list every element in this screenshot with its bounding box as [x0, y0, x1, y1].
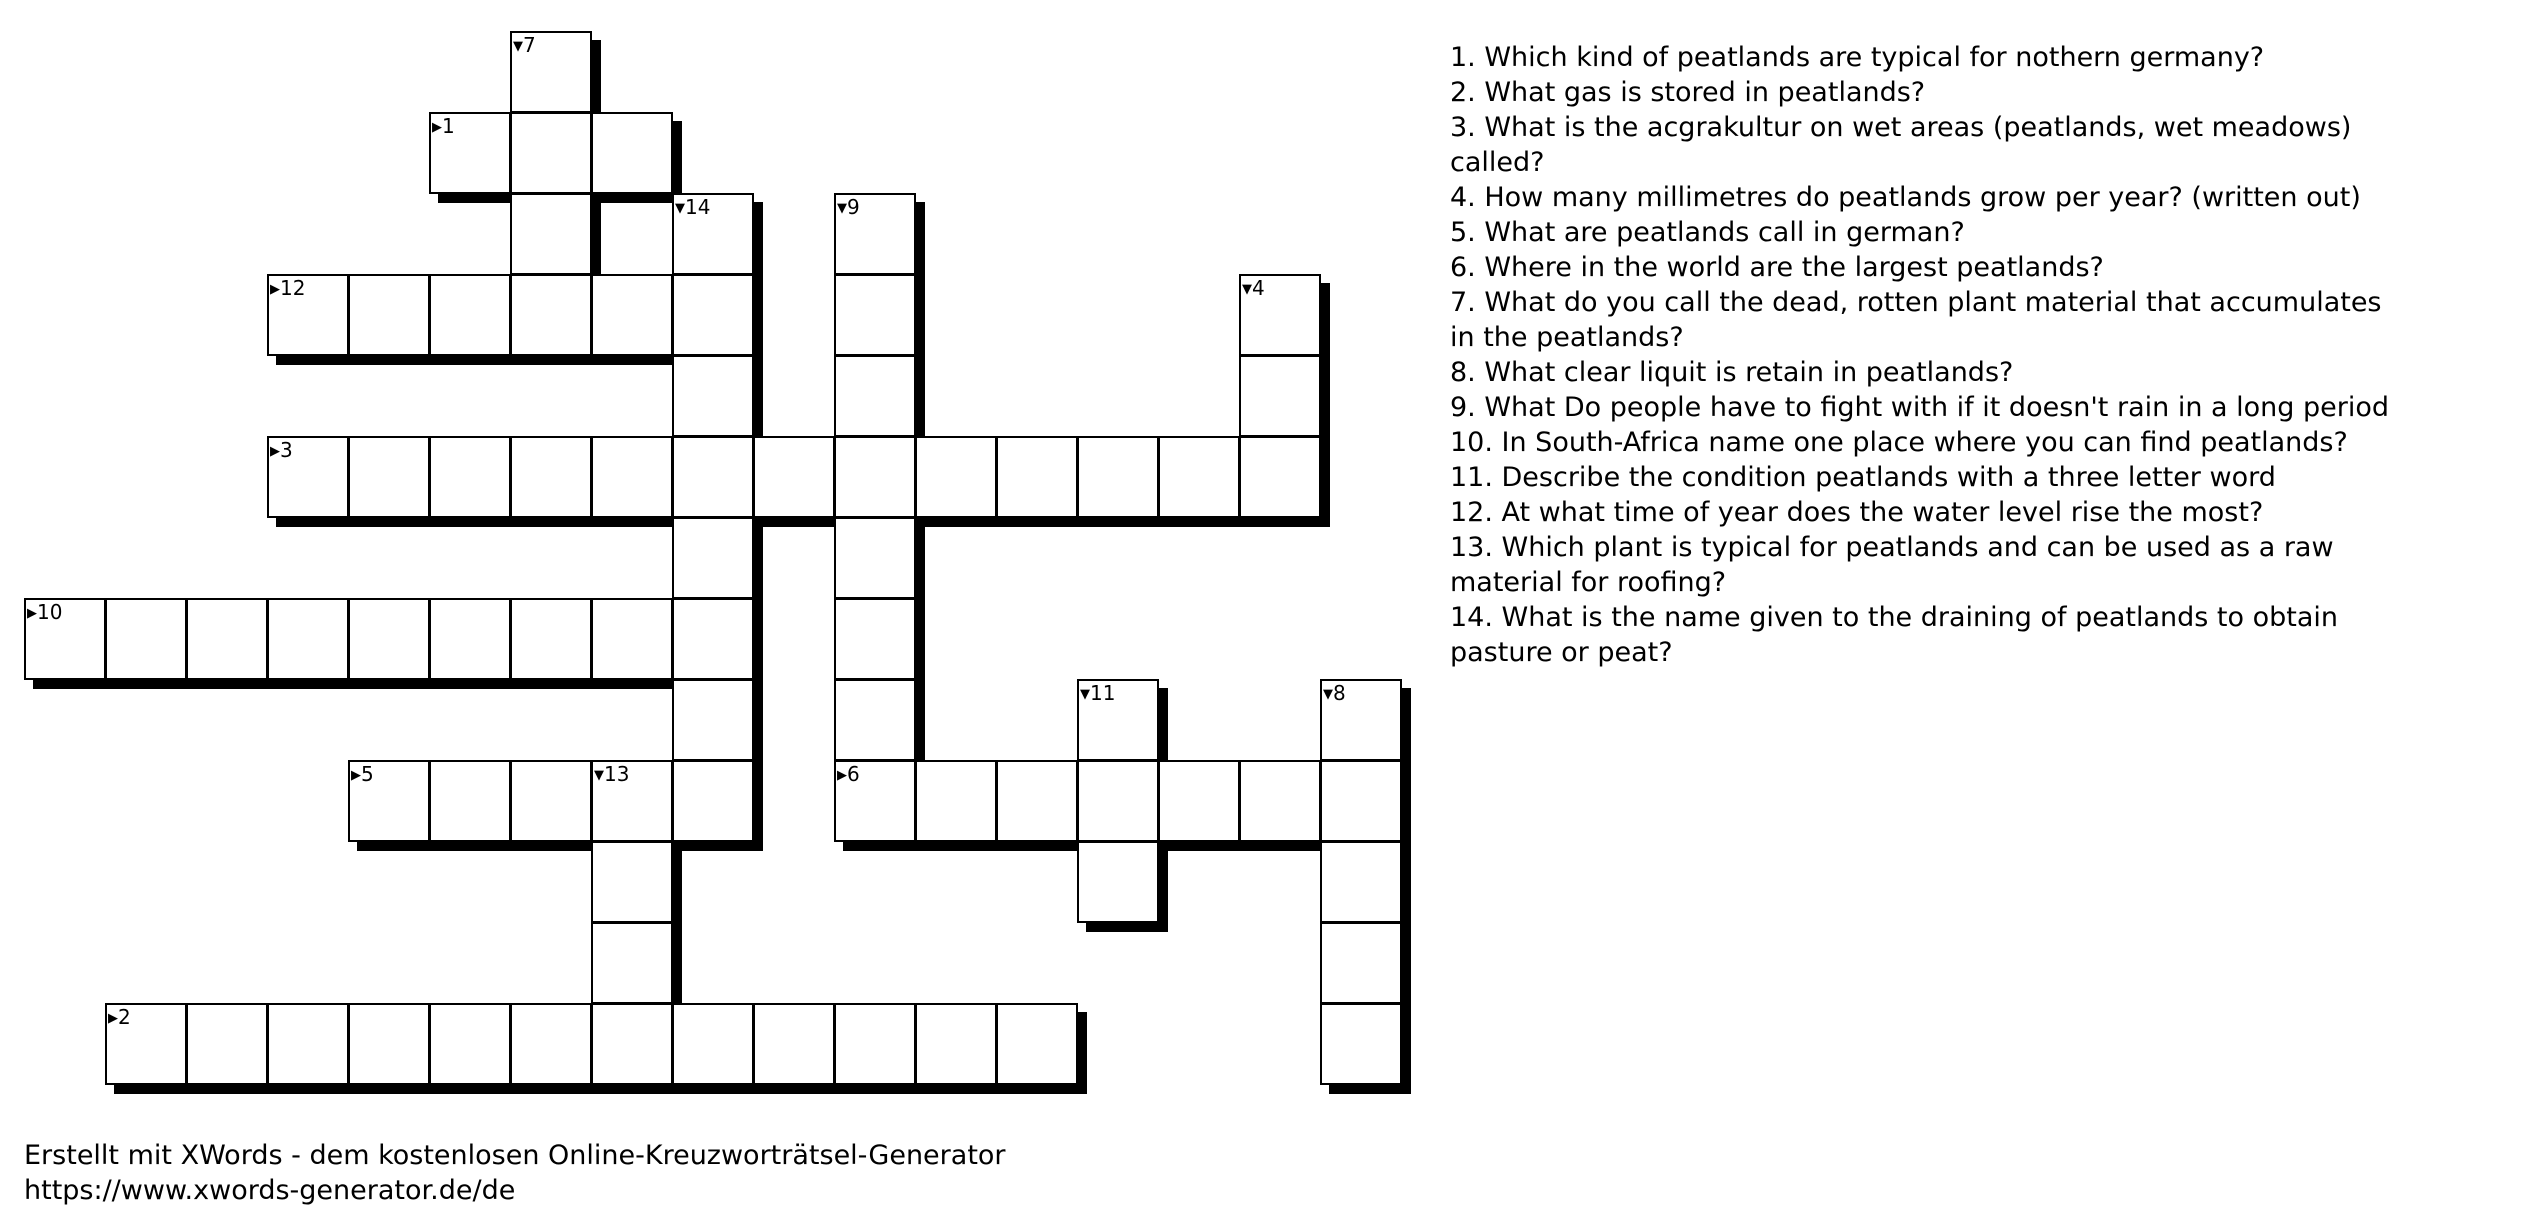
grid-cell[interactable]	[429, 274, 511, 356]
grid-cell[interactable]	[348, 274, 430, 356]
grid-cell[interactable]	[1239, 355, 1321, 437]
arrow-down-icon: ▼	[1080, 687, 1090, 702]
arrow-down-icon: ▼	[675, 201, 685, 216]
clue-item: 11. Describe the condition peatlands with a three letter word	[1450, 462, 2276, 493]
grid-cell[interactable]	[105, 1003, 187, 1085]
grid-cell[interactable]	[267, 274, 349, 356]
arrow-right-icon: ▶	[432, 120, 442, 135]
clue-number-3	[270, 440, 293, 462]
grid-cell[interactable]	[429, 760, 511, 842]
clue-item: 10. In South-Africa name one place where you can find peatlands?	[1450, 427, 2348, 458]
clue-number-8	[1323, 683, 1346, 705]
clue-list	[1450, 40, 2410, 670]
grid-cell[interactable]	[1320, 841, 1402, 923]
clue-item: 4. How many millimetres do peatlands grow per year? (written out)	[1450, 182, 2361, 213]
arrow-right-icon: ▶	[351, 768, 361, 783]
grid-cell[interactable]	[996, 1003, 1078, 1085]
clue-item: 1. Which kind of peatlands are typical for nothern germany?	[1450, 42, 2265, 73]
clue-number-label: 5	[361, 762, 374, 786]
grid-cell[interactable]	[510, 1003, 592, 1085]
grid-cell[interactable]	[429, 436, 511, 518]
grid-cell[interactable]	[105, 598, 187, 680]
grid-cell[interactable]	[429, 112, 511, 194]
grid-cell[interactable]	[672, 193, 754, 275]
clue-item: 6. Where in the world are the largest peatlands?	[1450, 252, 2104, 283]
arrow-down-icon: ▼	[1242, 282, 1252, 297]
grid-cell[interactable]	[672, 517, 754, 599]
grid-cell[interactable]	[834, 355, 916, 437]
grid-cell[interactable]	[1239, 436, 1321, 518]
clue-number-label: 6	[847, 762, 860, 786]
clue-number-2	[108, 1007, 131, 1029]
grid-cell[interactable]	[672, 355, 754, 437]
grid-cell[interactable]	[267, 436, 349, 518]
grid-cell[interactable]	[915, 1003, 997, 1085]
clue-number-label: 8	[1333, 681, 1346, 705]
grid-cell[interactable]	[834, 274, 916, 356]
clue-number-5	[351, 764, 374, 786]
grid-cell[interactable]	[1239, 760, 1321, 842]
clue-number-7	[513, 35, 536, 57]
grid-cell[interactable]	[1320, 1003, 1402, 1085]
clue-number-label: 12	[280, 276, 306, 300]
clue-number-13	[594, 764, 629, 786]
grid-cell[interactable]	[672, 274, 754, 356]
grid-cell[interactable]	[672, 436, 754, 518]
grid-cell[interactable]	[1077, 679, 1159, 761]
grid-cell[interactable]	[915, 760, 997, 842]
clue-number-label: 4	[1252, 276, 1265, 300]
grid-cell[interactable]	[996, 760, 1078, 842]
grid-cell[interactable]	[672, 760, 754, 842]
grid-cell[interactable]	[1320, 679, 1402, 761]
grid-cell[interactable]	[348, 1003, 430, 1085]
grid-cell[interactable]	[591, 112, 673, 194]
arrow-down-icon: ▼	[837, 201, 847, 216]
grid-cell[interactable]	[510, 31, 592, 113]
clue-item: 2. What gas is stored in peatlands?	[1450, 77, 1926, 108]
clue-number-label: 1	[442, 114, 455, 138]
arrow-down-icon: ▼	[1323, 687, 1333, 702]
grid-cell[interactable]	[510, 598, 592, 680]
grid-cell[interactable]	[1077, 841, 1159, 923]
clue-item: 9. What Do people have to fight with if it doesn't rain in a long period	[1450, 392, 2390, 423]
grid-cell[interactable]	[267, 1003, 349, 1085]
clue-item: 7. What do you call the dead, rotten plant material that accumulates in the peatlands?	[1450, 287, 2382, 353]
clue-number-label: 2	[118, 1005, 131, 1029]
grid-cell[interactable]	[672, 598, 754, 680]
grid-cell[interactable]	[267, 598, 349, 680]
grid-cell[interactable]	[1077, 760, 1159, 842]
grid-cell[interactable]	[186, 598, 268, 680]
grid-cell[interactable]	[591, 436, 673, 518]
footer-credit: Erstellt mit XWords - dem kostenlosen Online-Kreuzworträtsel-Generator	[24, 1140, 1006, 1171]
clue-item: 3. What is the acgrakultur on wet areas (peatlands, wet meadows) called?	[1450, 112, 2352, 178]
clue-item: 13. Which plant is typical for peatlands and can be used as a raw material for roofing?	[1450, 532, 2334, 598]
arrow-right-icon: ▶	[108, 1011, 118, 1026]
grid-cell[interactable]	[591, 598, 673, 680]
grid-cell[interactable]	[834, 1003, 916, 1085]
grid-cell[interactable]	[348, 760, 430, 842]
grid-cell[interactable]	[510, 193, 592, 275]
arrow-right-icon: ▶	[27, 606, 37, 621]
grid-cell[interactable]	[591, 1003, 673, 1085]
clue-number-6	[837, 764, 860, 786]
clue-number-4	[1242, 278, 1265, 300]
clue-number-label: 13	[604, 762, 630, 786]
grid-cell[interactable]	[834, 193, 916, 275]
grid-cell[interactable]	[186, 1003, 268, 1085]
clue-item: 12. At what time of year does the water level rise the most?	[1450, 497, 2264, 528]
clue-item: 8. What clear liquit is retain in peatlands?	[1450, 357, 2014, 388]
clue-number-1	[432, 116, 455, 138]
clue-number-label: 9	[847, 195, 860, 219]
clue-number-label: 10	[37, 600, 63, 624]
grid-cell[interactable]	[834, 760, 916, 842]
grid-cell[interactable]	[429, 1003, 511, 1085]
grid-cell[interactable]	[348, 436, 430, 518]
clue-number-12	[270, 278, 305, 300]
grid-cell[interactable]	[1320, 922, 1402, 1004]
grid-cell[interactable]	[915, 436, 997, 518]
grid-cell[interactable]	[753, 1003, 835, 1085]
footer-link[interactable]: https://www.xwords-generator.de/de	[24, 1175, 516, 1206]
grid-cell[interactable]	[672, 1003, 754, 1085]
clue-number-9	[837, 197, 860, 219]
grid-cell[interactable]	[1158, 436, 1240, 518]
arrow-right-icon: ▶	[270, 282, 280, 297]
clue-number-11	[1080, 683, 1115, 705]
grid-cell[interactable]	[834, 679, 916, 761]
grid-cell[interactable]	[834, 517, 916, 599]
grid-cell[interactable]	[1320, 760, 1402, 842]
grid-cell[interactable]	[348, 598, 430, 680]
arrow-right-icon: ▶	[270, 444, 280, 459]
grid-cell[interactable]	[24, 598, 106, 680]
grid-cell[interactable]	[834, 598, 916, 680]
arrow-down-icon: ▼	[513, 39, 523, 54]
grid-cell[interactable]	[429, 598, 511, 680]
clue-number-14	[675, 197, 710, 219]
clue-number-label: 7	[523, 33, 536, 57]
grid-cell[interactable]	[1158, 760, 1240, 842]
grid-cell[interactable]	[996, 436, 1078, 518]
grid-cell[interactable]	[672, 679, 754, 761]
footer	[24, 1138, 1006, 1208]
grid-cell[interactable]	[591, 841, 673, 923]
grid-cell[interactable]	[1077, 436, 1159, 518]
grid-cell[interactable]	[591, 922, 673, 1004]
clue-number-10	[27, 602, 62, 624]
grid-cell[interactable]	[591, 274, 673, 356]
grid-cell[interactable]	[510, 760, 592, 842]
clue-item: 14. What is the name given to the draining of peatlands to obtain pasture or peat?	[1450, 602, 2339, 668]
grid-cell[interactable]	[1239, 274, 1321, 356]
clue-number-label: 11	[1090, 681, 1116, 705]
grid-cell[interactable]	[510, 274, 592, 356]
grid-cell[interactable]	[834, 436, 916, 518]
arrow-down-icon: ▼	[594, 768, 604, 783]
clue-number-label: 14	[685, 195, 711, 219]
grid-cell[interactable]	[510, 112, 592, 194]
arrow-right-icon: ▶	[837, 768, 847, 783]
grid-cell[interactable]	[510, 436, 592, 518]
clue-number-label: 3	[280, 438, 293, 462]
grid-cell[interactable]	[591, 760, 673, 842]
grid-cell[interactable]	[753, 436, 835, 518]
clue-item: 5. What are peatlands call in german?	[1450, 217, 1965, 248]
